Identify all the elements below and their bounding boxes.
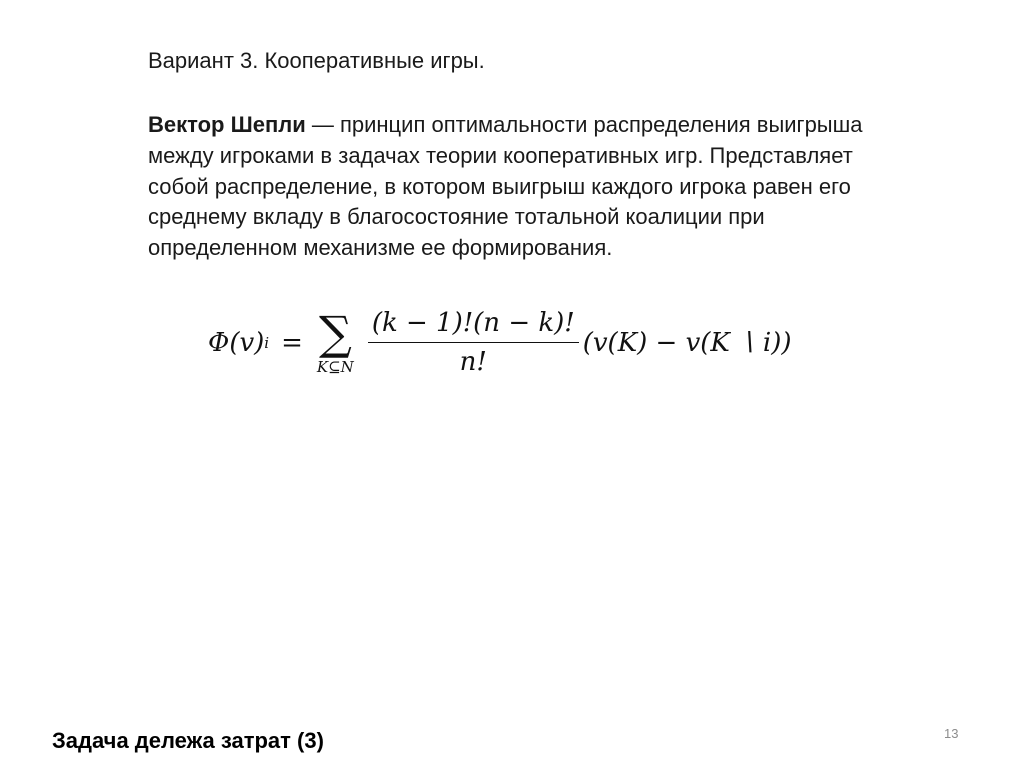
fraction-denominator: n! [459,347,487,377]
formula-lhs-subscript: i [264,333,270,352]
definition-paragraph [148,110,908,264]
summation [316,305,354,376]
definition-text: — принцип оптимальности распределения выигрыша между игроками в задачах теории кооперативных игр. Представляет собой распределение, в котором выигрыш каждого игрока равен его среднему вкладу в благосостояние тотальной коалиции при определенном механизме ее формирования. [148,112,863,261]
formula-lhs: Φ(v) [208,327,265,358]
fraction-numerator: (k − 1)!(n − k)! [368,308,579,343]
formula-tail: (v(K) − v(K ∖ i)) [582,327,792,358]
summation-index: K⊆N [316,357,354,376]
formula-fraction [368,308,579,377]
summation-sigma: ∑ [318,305,352,360]
shapley-formula [208,305,792,377]
page-number: 13 [944,726,959,741]
variant-heading: Вариант 3. Кооперативные игры. [148,48,485,73]
shapley-vector-term: Вектор Шепли [148,112,306,137]
formula-equals: = [281,327,303,358]
slide-footer-title: Задача дележа затрат (3) [52,728,324,753]
